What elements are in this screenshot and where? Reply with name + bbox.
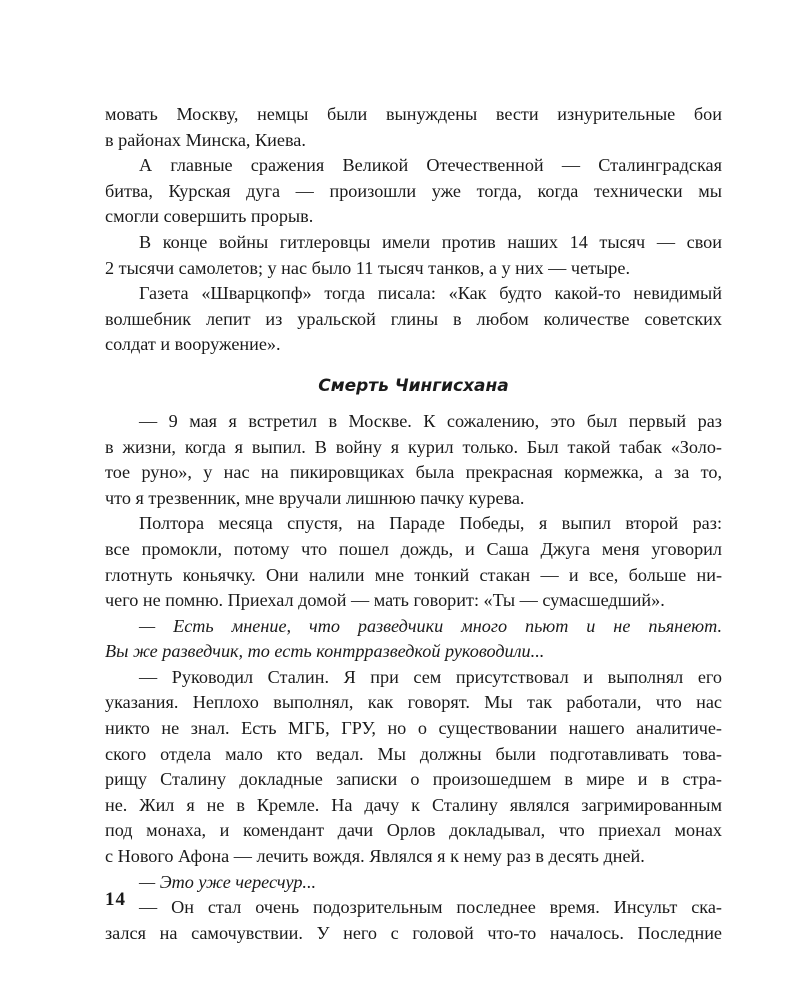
text-line: — Он стал очень подозрительным последнее время. Инсульт ска- <box>139 897 722 918</box>
text-line: волшебник лепит из уральской глины в любом количестве советских <box>105 308 722 329</box>
text-line: тое руно», у нас на пикировщиках была прекрасная кормежка, а за то, <box>105 462 722 483</box>
text-line: — 9 мая я встретил в Москве. К сожалению, это был первый раз <box>139 410 722 431</box>
text-line: мовать Москву, немцы были вынуждены вести изнурительные бои <box>105 104 722 124</box>
text-line: А главные сражения Великой Отечественной — Сталинградская <box>139 155 722 176</box>
text-line: битва, Курская дуга — произошли уже тогда, когда технически мы <box>105 180 722 201</box>
text-block-top <box>105 102 722 358</box>
text-line: в районах Минска, Киева. <box>105 129 306 150</box>
section-heading: Смерть Чингисхана <box>318 375 509 396</box>
text-line: 2 тысячи самолетов; у нас было 11 тысяч танков, а у них — четыре. <box>105 257 631 278</box>
text-line: — Есть мнение, что разведчики много пьют и не пьянеют. <box>139 615 722 636</box>
page-body <box>105 102 722 946</box>
page-number: 14 <box>105 889 126 910</box>
text-line: зался на самочувствии. У него с головой что-то началось. Последние <box>105 922 722 943</box>
text-line: указания. Неплохо выполнял, как говорят. Мы так работали, что нас <box>105 692 722 713</box>
text-line: что я трезвенник, мне вручали лишнюю пачку курева. <box>105 487 525 508</box>
text-line: все промокли, потому что пошел дождь, и Саша Джуга меня уговорил <box>105 538 722 559</box>
text-line: Газета «Шварцкопф» тогда писала: «Как будто какой-то невидимый <box>139 283 722 304</box>
text-line: — Это уже чересчур... <box>139 871 317 892</box>
text-line: никто не знал. Есть МГБ, ГРУ, но о существовании нашего аналитиче- <box>105 718 722 739</box>
text-line: чего не помню. Приехал домой — мать говорит: «Ты — сумасшедший». <box>105 590 665 611</box>
text-line: в жизни, когда я выпил. В войну я курил только. Был такой табак «Золо- <box>105 436 722 457</box>
text-line: солдат и вооружение». <box>105 334 281 355</box>
text-line: смогли совершить прорыв. <box>105 206 314 227</box>
text-line: ского отдела мало кто ведал. Мы должны были подготавливать това- <box>105 743 722 764</box>
text-line: под монаха, и комендант дачи Орлов докладывал, что приехал монах <box>105 820 722 841</box>
text-line: — Руководил Сталин. Я при сем присутствовал и выполнял его <box>139 666 722 687</box>
text-line: глотнуть коньячку. Они налили мне тонкий стакан — и все, больше ни- <box>105 564 722 585</box>
text-line: В конце войны гитлеровцы имели против наших 14 тысяч — свои <box>139 231 722 252</box>
text-line: Полтора месяца спустя, на Параде Победы, я выпил второй раз: <box>139 513 722 534</box>
text-line: Вы же разведчик, то есть контрразведкой руководили... <box>105 641 545 662</box>
text-block-bottom <box>105 409 722 946</box>
text-line: не. Жил я не в Кремле. На дачу к Сталину являлся загримированным <box>105 794 722 815</box>
text-line: с Нового Афона — лечить вождя. Являлся я к нему раз в десять дней. <box>105 846 645 867</box>
text-line: рищу Сталину докладные записки о произошедшем в мире и в стра- <box>105 769 722 790</box>
